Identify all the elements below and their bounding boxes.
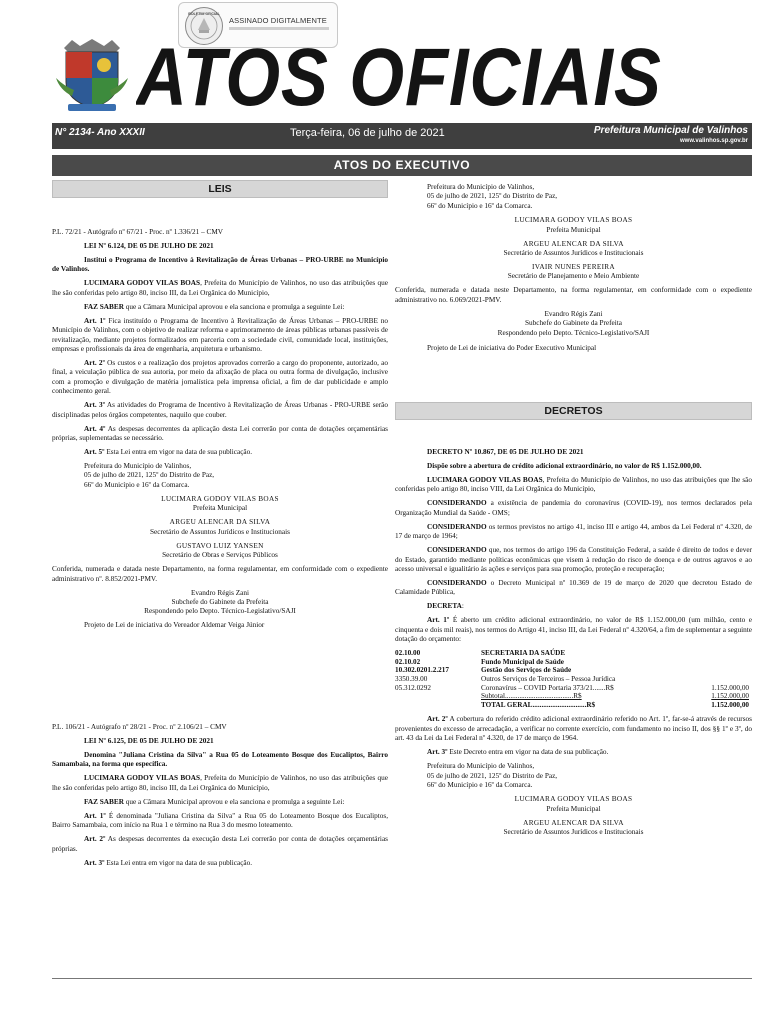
paragraph bbox=[52, 798, 388, 807]
paragraph bbox=[395, 448, 752, 457]
text-run: É denominada "Juliana Cristina da Silva" a Rua 05 do Loteamento Bosque dos Eucaliptos, Bairro Samambaia, com início na Rua 1 e término na Rua 3 do mesmo loteamento. bbox=[52, 811, 389, 830]
budget-code: 05.312.0292 bbox=[395, 683, 431, 692]
edition-number: N° 2134- Ano XXXII bbox=[55, 127, 145, 138]
text-run: As despesas decorrentes da aplicação desta Lei correrão por conta de dotações orçamentárias próprias, suplementadas se necessário. bbox=[52, 424, 388, 443]
bold-run: LEI Nº 6.125, DE 05 DE JULHO DE 2021 bbox=[84, 737, 214, 745]
bold-run: FAZ SABER bbox=[84, 797, 124, 806]
left-column-block-b bbox=[52, 723, 388, 873]
paragraph bbox=[52, 425, 388, 444]
signatory-role: Secretário de Assuntos Jurídicos e Institucionais bbox=[503, 249, 644, 258]
paragraph bbox=[395, 715, 752, 743]
right-projeto: Projeto de Lei de iniciativa do Poder Executivo Municipal bbox=[427, 344, 597, 353]
budget-description: Gestão dos Serviços de Saúde bbox=[481, 666, 572, 675]
text-run: A cobertura do referido crédito adicional extraordinário referido no Art. 1º, far-se-á através de recursos provenientes do excesso de arrecadação, a verificar no corrente exercício, com fundamento no inciso II, dos §§ 1º e 3º, do art. 43 da Lei da Lei Federal nº 4.320, de 17 de março de 1964. bbox=[395, 715, 752, 743]
paragraph bbox=[52, 812, 388, 831]
signatory-name: ARGEU ALENCAR DA SILVA bbox=[523, 818, 624, 827]
text-line: 05 de julho de 2021, 125º do Distrito de Paz, bbox=[427, 192, 558, 201]
text-run: que a Câmara Municipal aprovou e ela sanciona e promulga a seguinte Lei: bbox=[123, 302, 345, 311]
edition-date: Terça-feira, 06 de julho de 2021 bbox=[290, 127, 445, 139]
paragraph bbox=[52, 751, 388, 770]
budget-amount bbox=[690, 666, 749, 675]
bold-run: LUCIMARA GODOY VILAS BOAS bbox=[84, 774, 201, 783]
right-column-top bbox=[395, 183, 752, 358]
text-line: 66º do Município e 16º da Comarca. bbox=[84, 480, 190, 489]
signature-block bbox=[52, 542, 388, 561]
bold-run: Art. 2º bbox=[84, 359, 105, 368]
paragraph bbox=[52, 303, 388, 312]
signature-block bbox=[395, 263, 752, 282]
text-line: 05 de julho de 2021, 125º do Distrito de Paz, bbox=[427, 771, 558, 780]
text-run: P.L. 106/21 - Autógrafo nº 28/21 - Proc. nº 2.106/21 – CMV bbox=[52, 723, 227, 731]
bold-run: Art. 2º bbox=[427, 715, 448, 724]
budget-row bbox=[395, 675, 749, 684]
budget-description: Outros Serviços de Terceiros – Pessoa Jurídica bbox=[481, 675, 616, 684]
text-run: , Prefeita do Município de Valinhos, no uso das atribuições que lhe são conferidas pelo artigo 80, inciso VIII, da Lei Orgânica do Município, bbox=[395, 476, 752, 494]
decree-10867-body bbox=[395, 448, 752, 842]
budget-amount bbox=[690, 658, 749, 667]
text-line: 05 de julho de 2021, 125º do Distrito de Paz, bbox=[84, 471, 215, 480]
budget-code: 02.10.00 bbox=[395, 649, 421, 658]
paragraph bbox=[52, 317, 388, 355]
text-run: P.L. 72/21 - Autógrafo nº 67/21 - Proc. nº 1.336/21 – CMV bbox=[52, 228, 224, 236]
text-run: As atividades do Programa de Incentivo à Revitalização de Áreas Urbanas - PRO-URBE serão disciplinadas pelos órgãos competentes, naquilo que couber. bbox=[52, 401, 388, 419]
text-line: Subchefe do Gabinete da Prefeita bbox=[171, 597, 269, 606]
text-line: Subchefe do Gabinete da Prefeita bbox=[524, 319, 623, 328]
budget-allocation-table bbox=[395, 649, 749, 709]
signatory-name: LUCIMARA GODOY VILAS BOAS bbox=[514, 795, 633, 804]
law-6124-subchefe bbox=[52, 589, 388, 617]
budget-row bbox=[395, 684, 749, 693]
budget-code: 02.10.02 bbox=[395, 657, 421, 666]
right-signatures bbox=[395, 216, 752, 282]
paragraph bbox=[52, 242, 388, 251]
paragraph bbox=[52, 835, 388, 854]
decree-text-continued bbox=[395, 715, 752, 757]
budget-description: SECRETARIA DA SAÚDE bbox=[481, 649, 566, 658]
footer-divider bbox=[52, 978, 752, 979]
bold-run: Art. 4º bbox=[84, 424, 106, 433]
bold-run: Denomina "Juliana Cristina da Silva" a Rua 05 do Loteamento Bosque dos Eucaliptos, Bairro Samambaia, na forma que específica. bbox=[52, 751, 388, 769]
text-run: Os custos e a realização dos projetos aprovados correrão a cargo do proponente, autorizado, ao final, a veiculação pública de sua autoria, por meio da afixação de placa ou outra forma de divulgação, inclusive com a promoção e divulgação de matéria jornalística pela imprensa oficial, a fim de dar publicidade e amplo conhecimento geral. bbox=[52, 359, 388, 396]
signatory-role: Secretário de Assuntos Jurídicos e Institucionais bbox=[503, 828, 644, 837]
budget-row bbox=[395, 666, 749, 675]
paragraph bbox=[52, 723, 388, 732]
law-6124-signatures bbox=[52, 495, 388, 561]
bold-run: CONSIDERANDO bbox=[427, 546, 487, 555]
text-run: que, nos termos do artigo 196 da Constituição Federal, a saúde é direito de todos e dever do Estado, garantido mediante políticas econômicas que visem à redução do risco de doença e de outros agravos e ao acesso universal e igualitário às ações e serviços para sua promoção, proteção e recuperação; bbox=[395, 546, 752, 574]
digital-signature-label: ASSINADO DIGITALMENTE bbox=[229, 16, 327, 25]
paragraph bbox=[395, 579, 752, 598]
signature-block bbox=[395, 795, 752, 814]
law-6124-conferida: Conferida, numerada e datada neste Departamento, na forma regulamentar, em conformidade com o expediente administrativo nº. 8.852/2021-PMV. bbox=[52, 565, 388, 583]
bold-run: CONSIDERANDO bbox=[427, 499, 487, 508]
text-line: Respondendo pelo Depto. Técnico-Legislativo/SAJI bbox=[497, 328, 650, 337]
signatory-role: Secretário de Assuntos Jurídicos e Institucionais bbox=[150, 527, 290, 536]
signatory-role: Secretário de Obras e Serviços Públicos bbox=[162, 551, 278, 560]
signatory-name: ARGEU ALENCAR DA SILVA bbox=[523, 239, 624, 248]
paragraph bbox=[52, 737, 388, 746]
law-6124-place-date bbox=[52, 462, 388, 490]
text-line: Evandro Régis Zani bbox=[544, 309, 603, 318]
budget-description: Fundo Municipal de Saúde bbox=[481, 657, 564, 666]
bold-run: Art. 1º bbox=[84, 811, 106, 820]
left-column-block-a bbox=[52, 228, 388, 635]
text-run: Esta Lei entra em vigor na data de sua publicação. bbox=[104, 858, 253, 867]
text-line: 66º do Município e 16º da Comarca. bbox=[427, 781, 533, 790]
text-run: a existência de pandemia do coronavírus (COVID-19), nos termos declarados pela Organização Mundial da Saúde - OMS; bbox=[395, 499, 752, 517]
law-6125-body bbox=[52, 723, 388, 868]
signatory-role: Secretário de Planejamento e Meio Ambiente bbox=[507, 272, 640, 281]
text-run: os termos previstos no artigo 41, inciso III e artigo 44, ambos da Lei Federal nº 4.320, de 17 de março de 1964; bbox=[395, 522, 752, 541]
bold-run: Art. 1º bbox=[84, 316, 106, 325]
bold-run: CONSIDERANDO bbox=[427, 579, 487, 588]
text-run: As despesas decorrentes da execução desta Lei correrão por conta de dotações orçamentárias próprias. bbox=[52, 835, 388, 853]
bold-run: LUCIMARA GODOY VILAS BOAS bbox=[427, 476, 543, 484]
budget-amount: 1.152.000,00 bbox=[711, 700, 749, 709]
paragraph bbox=[52, 228, 388, 237]
signatory-name: IVAIR NUNES PEREIRA bbox=[532, 263, 615, 272]
decree-text bbox=[395, 448, 752, 645]
decree-place-date bbox=[395, 762, 752, 790]
leis-section-header: LEIS bbox=[52, 180, 388, 198]
signatory-role: Prefeita Municipal bbox=[546, 225, 601, 234]
paragraph bbox=[395, 499, 752, 518]
bold-run: Art. 3º bbox=[84, 401, 105, 410]
signatory-name: GUSTAVO LUIZ YANSEN bbox=[176, 541, 264, 550]
bold-run: LEI Nº 6.124, DE 05 DE JULHO DE 2021 bbox=[84, 242, 214, 250]
signatory-role: Prefeita Municipal bbox=[546, 804, 601, 813]
budget-description: TOTAL GERAL..............................R$ bbox=[481, 700, 596, 709]
decretos-section-header: DECRETOS bbox=[395, 402, 752, 420]
signatory-name: LUCIMARA GODOY VILAS BOAS bbox=[514, 216, 633, 225]
law-6124-projeto: Projeto de Lei de iniciativa do Vereador Aldemar Veiga Júnior bbox=[84, 621, 265, 630]
signatory-name: LUCIMARA GODOY VILAS BOAS bbox=[161, 494, 279, 503]
budget-amount bbox=[690, 675, 749, 684]
budget-code bbox=[395, 692, 481, 701]
budget-code bbox=[395, 701, 481, 710]
bold-run: Art. 5º bbox=[84, 448, 105, 457]
signatory-role: Prefeita Municipal bbox=[192, 504, 248, 513]
bold-run: Art. 3º bbox=[84, 858, 105, 867]
text-run: : bbox=[461, 602, 464, 611]
signature-block bbox=[395, 819, 752, 838]
text-run: , Prefeita do Município de Valinhos, no uso das atribuições que lhe são conferidas pelo artigo 80, inciso III, da Lei Orgânica do Município, bbox=[52, 774, 388, 792]
paragraph bbox=[395, 616, 752, 644]
text-line: Prefeitura do Município de Valinhos, bbox=[84, 462, 192, 471]
budget-amount: 1.152.000,00 bbox=[711, 692, 749, 701]
text-run: Este Decreto entra em vigor na data de sua publicação. bbox=[447, 748, 609, 757]
text-line: Evandro Régis Zani bbox=[191, 588, 249, 597]
paragraph bbox=[395, 523, 752, 542]
seal-underline bbox=[229, 27, 329, 30]
signature-block bbox=[395, 240, 752, 259]
text-line: Prefeitura do Município de Valinhos, bbox=[427, 183, 535, 191]
text-run: o Decreto Municipal nº 10.369 de 19 de março de 2020 que decretou Estado de Calamidade Pública, bbox=[395, 579, 752, 597]
text-run: Esta Lei entra em vigor na data de sua publicação. bbox=[104, 448, 253, 457]
section-title-bar: ATOS DO EXECUTIVO bbox=[52, 155, 752, 176]
coat-of-arms-icon bbox=[50, 38, 134, 114]
budget-amount: 1.152.000,00 bbox=[711, 683, 749, 692]
law-6124-body bbox=[52, 228, 388, 457]
text-line: 66º do Município e 16º da Comarca. bbox=[427, 201, 533, 210]
text-run: , Prefeita do Município de Valinhos, no uso das atribuições que lhe são conferidas pelo artigo 80, inciso III, da Lei Orgânica do Município, bbox=[52, 279, 388, 297]
publisher-website-link[interactable]: www.valinhos.sp.gov.br bbox=[679, 138, 748, 144]
signature-block bbox=[395, 216, 752, 235]
paragraph bbox=[52, 256, 388, 275]
masthead-title-text: ATOS OFICIAIS bbox=[136, 36, 662, 120]
bold-run: DECRETA bbox=[427, 602, 462, 611]
paragraph bbox=[52, 774, 388, 793]
paragraph bbox=[52, 279, 388, 298]
bold-run: Institui o Programa de Incentivo à Revitalização de Áreas Urbanas – PRO-URBE no Município de Valinhos. bbox=[52, 256, 388, 274]
budget-code: 10.302.0201.2.217 bbox=[395, 666, 449, 675]
paragraph bbox=[395, 748, 752, 757]
bold-run: DECRETO Nº 10.867, DE 05 DE JULHO DE 2021 bbox=[427, 448, 584, 456]
budget-amount bbox=[690, 649, 749, 658]
budget-row bbox=[395, 701, 749, 710]
seal-ring-text: BOLETIM OFICIAL bbox=[188, 12, 220, 16]
right-conferida: Conferida, numerada e datada neste Departamento, na forma regulamentar, em conformidade com o expediente administrativo no. 6.069/2021-PMV. bbox=[395, 286, 752, 304]
paragraph bbox=[52, 448, 388, 457]
budget-row bbox=[395, 692, 749, 701]
budget-row bbox=[395, 658, 749, 667]
text-run: que a Câmara Municipal aprovou e ela sanciona e promulga a seguinte Lei: bbox=[123, 797, 345, 806]
text-line: Prefeitura do Município de Valinhos, bbox=[427, 762, 535, 771]
paragraph bbox=[52, 401, 388, 420]
signatory-name: ARGEU ALENCAR DA SILVA bbox=[169, 518, 271, 527]
paragraph bbox=[395, 602, 752, 611]
paragraph bbox=[395, 476, 752, 495]
paragraph bbox=[395, 462, 752, 471]
text-line: Respondendo pelo Depto. Técnico-Legislativo/SAJI bbox=[144, 607, 296, 616]
edition-info-bar bbox=[52, 123, 752, 149]
budget-description: Coronavírus – COVID Portaria 373/21.......R$ bbox=[481, 683, 614, 692]
paragraph bbox=[52, 359, 388, 397]
text-run: É aberto um crédito adicional extraordinário, no valor de R$ 1.152.000,00 (um milhão, cento e cinquenta e dois mil reais), nos termos do Artigo 41, inciso III, da Lei Federal nº 4.320/64, a fim de suplementar a seguinte dotação do orçamento: bbox=[395, 616, 752, 644]
publisher-name: Prefeitura Municipal de Valinhos bbox=[593, 125, 748, 136]
bold-run: Art. 2º bbox=[84, 835, 106, 844]
paragraph bbox=[395, 546, 752, 574]
signature-block bbox=[52, 495, 388, 514]
right-subchefe bbox=[395, 310, 752, 338]
right-place-date bbox=[395, 183, 752, 211]
text-run: Fica instituído o Programa de Incentivo à Revitalização de Áreas Urbanas – PRO-URBE no Município de Valinhos, com o objetivo de realizar reforma e aprimoramento de áreas públicas urbanas passíveis de revitalização, mediante projetos formalizados em parceria com a sociedade civil, comunidade local, instituições, empresas e profissionais da área de engenharia, arquitetura e urbanismo. bbox=[52, 316, 388, 354]
paragraph bbox=[52, 859, 388, 868]
decree-signatures bbox=[395, 795, 752, 837]
bold-run: LUCIMARA GODOY VILAS BOAS bbox=[84, 279, 201, 288]
budget-description: Subtotal......................................R$ bbox=[481, 692, 582, 701]
bold-run: Dispõe sobre a abertura de crédito adicional extraordinário, no valor de R$ 1.152.000,00. bbox=[427, 462, 702, 470]
bold-run: CONSIDERANDO bbox=[427, 522, 487, 531]
bold-run: Art. 1º bbox=[427, 616, 450, 625]
signature-block bbox=[52, 518, 388, 537]
masthead-title bbox=[136, 36, 756, 120]
budget-row bbox=[395, 649, 749, 658]
bold-run: FAZ SABER bbox=[84, 302, 124, 311]
budget-code: 3350.39.00 bbox=[395, 675, 428, 684]
bold-run: Art. 3º bbox=[427, 748, 448, 757]
